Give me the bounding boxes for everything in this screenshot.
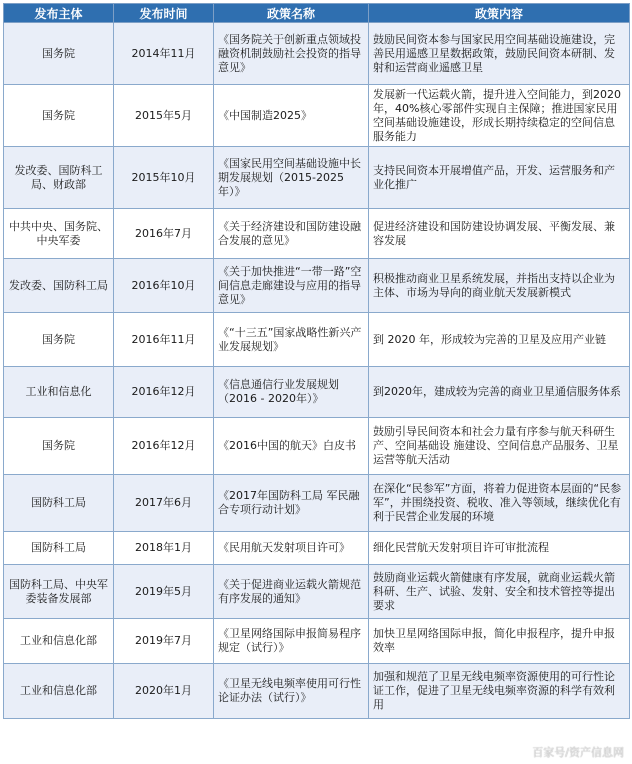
cell-policy-content: 鼓励商业运载火箭健康有序发展，就商业运载火箭科研、生产、试验、发射、安全和技术管控等提出要求 <box>369 565 630 619</box>
table-row <box>4 147 630 209</box>
table-row <box>4 209 630 259</box>
cell-issuer: 发改委、国防科工局 <box>4 259 114 313</box>
cell-issuer: 国务院 <box>4 313 114 367</box>
cell-policy-content: 到2020年，建成较为完善的商业卫星通信服务体系 <box>369 367 630 418</box>
header-policy-name: 政策名称 <box>214 4 369 23</box>
cell-issuer: 工业和信息化 <box>4 367 114 418</box>
cell-policy-name: 《关于经济建设和国防建设融合发展的意见》 <box>214 209 369 259</box>
cell-issuer: 工业和信息化部 <box>4 619 114 664</box>
cell-issuer: 发改委、国防科工局、财政部 <box>4 147 114 209</box>
cell-date: 2015年10月 <box>114 147 214 209</box>
cell-policy-name: 《卫星无线电频率使用可行性论证办法（试行）》 <box>214 664 369 719</box>
table-row <box>4 619 630 664</box>
cell-date: 2020年1月 <box>114 664 214 719</box>
cell-policy-content: 在深化“民参军”方面，将着力促进资本层面的“民参军”，并围绕投资、税收、准入等领域，继续优化有利于民营企业发展的环境 <box>369 475 630 532</box>
cell-date: 2019年5月 <box>114 565 214 619</box>
cell-policy-content: 鼓励民间资本参与国家民用空间基础设施建设，完善民用遥感卫星数据政策，鼓励民间资本研制、发射和运营商业遥感卫星 <box>369 23 630 85</box>
cell-issuer: 国务院 <box>4 23 114 85</box>
cell-date: 2015年5月 <box>114 85 214 147</box>
table-row <box>4 85 630 147</box>
cell-policy-name: 《国家民用空间基础设施中长期发展规划（2015-2025年）》 <box>214 147 369 209</box>
cell-issuer: 国防科工局 <box>4 475 114 532</box>
cell-policy-content: 发展新一代运载火箭，提升进入空间能力，到2020年，40%核心零部件实现自主保障；推进国家民用空间基础设施建设，形成长期持续稳定的空间信息服务能力 <box>369 85 630 147</box>
watermark: 百家号/资产信息网 <box>532 746 624 759</box>
cell-issuer: 国务院 <box>4 85 114 147</box>
cell-date: 2016年11月 <box>114 313 214 367</box>
cell-issuer: 工业和信息化部 <box>4 664 114 719</box>
cell-date: 2014年11月 <box>114 23 214 85</box>
cell-policy-name: 《关于加快推进“一带一路”空间信息走廊建设与应用的指导意见》 <box>214 259 369 313</box>
cell-date: 2017年6月 <box>114 475 214 532</box>
header-policy-content: 政策内容 <box>369 4 630 23</box>
cell-policy-content: 积极推动商业卫星系统发展，并指出支持以企业为主体、市场为导向的商业航天发展新模式 <box>369 259 630 313</box>
table-row <box>4 565 630 619</box>
cell-issuer: 中共中央、国务院、中央军委 <box>4 209 114 259</box>
cell-policy-name: 《信息通信行业发展规划（2016 - 2020年）》 <box>214 367 369 418</box>
cell-issuer: 国防科工局、中央军委装备发展部 <box>4 565 114 619</box>
cell-date: 2016年12月 <box>114 367 214 418</box>
cell-policy-content: 到 2020 年，形成较为完善的卫星及应用产业链 <box>369 313 630 367</box>
cell-policy-content: 加强和规范了卫星无线电频率资源使用的可行性论证工作，促进了卫星无线电频率资源的科学有效利用 <box>369 664 630 719</box>
header-date: 发布时间 <box>114 4 214 23</box>
cell-policy-content: 加快卫星网络国际申报，简化申报程序，提升申报效率 <box>369 619 630 664</box>
table-row <box>4 475 630 532</box>
cell-policy-content: 鼓励引导民间资本和社会力量有序参与航天科研生产、空间基础设 施建设、空间信息产品服务、卫星运营等航天活动 <box>369 418 630 475</box>
cell-policy-name: 《国务院关于创新重点领域投融资机制鼓励社会投资的指导意见》 <box>214 23 369 85</box>
table-row <box>4 23 630 85</box>
header-issuer: 发布主体 <box>4 4 114 23</box>
cell-policy-name: 《2017年国防科工局 军民融合专项行动计划》 <box>214 475 369 532</box>
cell-policy-content: 细化民营航天发射项目许可审批流程 <box>369 532 630 565</box>
cell-policy-content: 支持民间资本开展增值产品，开发、运营服务和产业化推广 <box>369 147 630 209</box>
table-row <box>4 664 630 719</box>
cell-date: 2018年1月 <box>114 532 214 565</box>
cell-policy-name: 《民用航天发射项目许可》 <box>214 532 369 565</box>
cell-date: 2016年7月 <box>114 209 214 259</box>
cell-policy-name: 《关于促进商业运载火箭规范有序发展的通知》 <box>214 565 369 619</box>
cell-policy-name: 《中国制造2025》 <box>214 85 369 147</box>
cell-date: 2019年7月 <box>114 619 214 664</box>
cell-policy-name: 《“十三五”国家战略性新兴产业发展规划》 <box>214 313 369 367</box>
cell-issuer: 国防科工局 <box>4 532 114 565</box>
table-body <box>4 23 630 719</box>
cell-policy-name: 《2016中国的航天》白皮书 <box>214 418 369 475</box>
table-row <box>4 532 630 565</box>
cell-date: 2016年10月 <box>114 259 214 313</box>
cell-date: 2016年12月 <box>114 418 214 475</box>
cell-policy-name: 《卫星网络国际申报简易程序规定（试行）》 <box>214 619 369 664</box>
cell-issuer: 国务院 <box>4 418 114 475</box>
table-row <box>4 313 630 367</box>
policy-table <box>3 3 630 719</box>
header-row <box>4 4 630 23</box>
table-row <box>4 367 630 418</box>
table-row <box>4 418 630 475</box>
cell-policy-content: 促进经济建设和国防建设协调发展、平衡发展、兼容发展 <box>369 209 630 259</box>
table-row <box>4 259 630 313</box>
